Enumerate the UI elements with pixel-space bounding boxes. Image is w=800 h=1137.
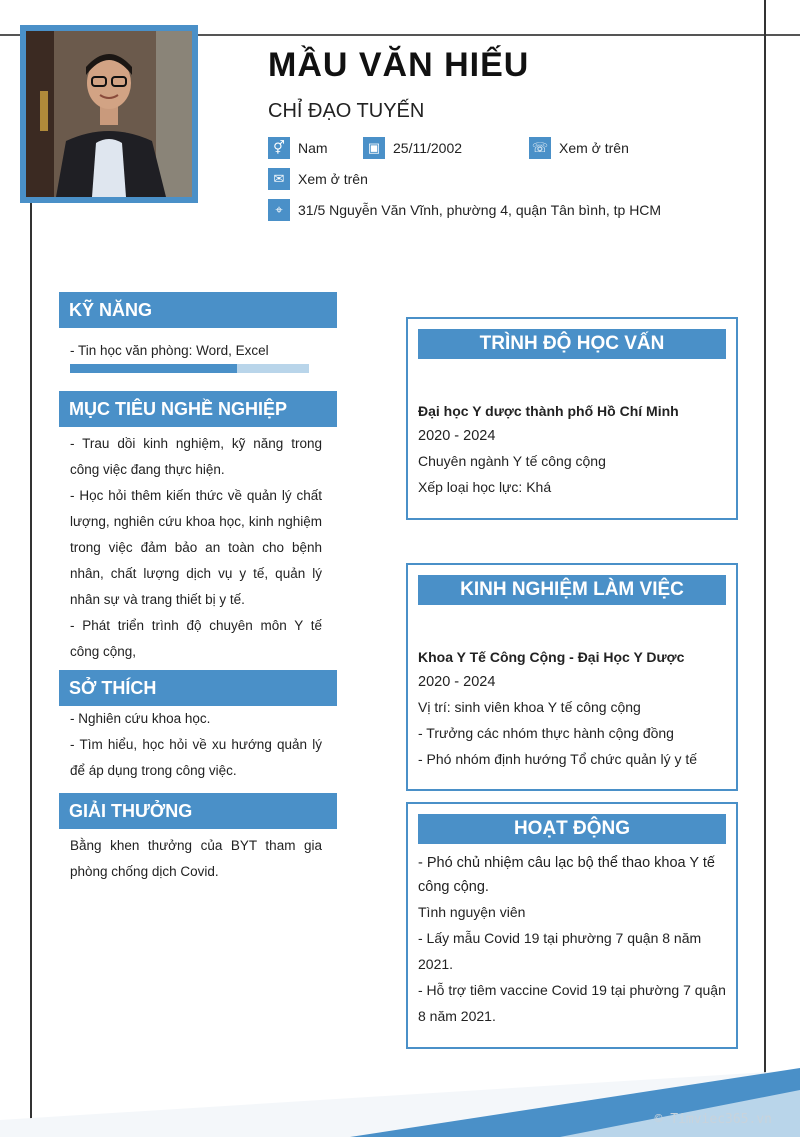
phone-value: Xem ở trên <box>559 140 629 156</box>
email-row <box>268 168 368 190</box>
hobby-line: - Tìm hiểu, học hỏi về xu hướng quản lý để áp dụng trong công việc. <box>70 737 322 778</box>
objective-line: - Học hỏi thêm kiến thức về quản lý chất lượng, nghiên cứu khoa học, kinh nghiệm trong việc đảm bảo an toàn cho bệnh nhân, chất lượng dịch vụ y tế, quản lý nhân sự và trang thiết bị y tế. <box>70 488 322 607</box>
gender-row <box>268 137 328 159</box>
right-rule <box>764 0 766 1137</box>
email-value: Xem ở trên <box>298 171 368 187</box>
activities-content <box>418 851 726 1029</box>
skill-item: - Tin học văn phòng: Word, Excel <box>70 343 269 358</box>
activity-sub: Tình nguyện viên <box>418 904 526 920</box>
skills-heading: KỸ NĂNG <box>55 292 337 328</box>
birthdate-value: 25/11/2002 <box>393 140 463 156</box>
hobby-line: - Nghiên cứu khoa học. <box>70 711 211 726</box>
experience-heading: KINH NGHIỆM LÀM VIỆC <box>418 575 726 605</box>
objective-heading: MỤC TIÊU NGHỀ NGHIỆP <box>55 391 337 427</box>
experience-duty: - Trưởng các nhóm thực hành cộng đồng <box>418 725 674 741</box>
education-period: 2020 - 2024 <box>418 428 496 444</box>
activity-lead: - Phó chủ nhiệm câu lạc bộ thể thao khoa Y tế công cộng. <box>418 855 715 895</box>
activities-heading: HOẠT ĐỘNG <box>418 814 726 844</box>
gender-value: Nam <box>298 140 328 156</box>
skill-level-fill <box>70 364 237 373</box>
profile-photo <box>20 25 198 203</box>
address-row <box>268 199 661 221</box>
hobbies-text <box>70 706 322 784</box>
awards-text: Bằng khen thưởng của BYT tham gia phòng chống dịch Covid. <box>70 838 322 879</box>
activities-box <box>406 802 738 1049</box>
candidate-role: CHỈ ĐẠO TUYẾN <box>268 100 425 122</box>
experience-org: Khoa Y Tế Công Cộng - Đại Học Y Dược <box>418 649 685 665</box>
envelope-icon: ✉ <box>268 168 290 190</box>
map-pin-icon: ⌖ <box>268 199 290 221</box>
school-name: Đại học Y dược thành phố Hồ Chí Minh <box>418 403 679 419</box>
experience-content <box>418 644 726 772</box>
objective-line: - Phát triển trình độ chuyên môn Y tế công cộng, <box>70 618 322 659</box>
watermark: © Timviec365.vn <box>654 1112 772 1127</box>
hobbies-heading: SỞ THÍCH <box>55 670 337 706</box>
experience-period: 2020 - 2024 <box>418 674 496 690</box>
gender-icon: ⚥ <box>268 137 290 159</box>
skill-level-bar <box>70 364 309 373</box>
address-value: 31/5 Nguyễn Văn Vĩnh, phường 4, quận Tân bình, tp HCM <box>298 202 662 218</box>
education-grade: Xếp loại học lực: Khá <box>418 479 552 495</box>
activity-item: - Hỗ trợ tiêm vaccine Covid 19 tại phường 7 quận 8 năm 2021. <box>418 982 726 1024</box>
education-major: Chuyên ngành Y tế công cộng <box>418 453 606 469</box>
awards-heading: GIẢI THƯỞNG <box>55 793 337 829</box>
education-content <box>418 398 726 500</box>
experience-box <box>406 563 738 791</box>
education-box <box>406 317 738 520</box>
experience-duty: - Phó nhóm định hướng Tổ chức quản lý y tế <box>418 751 698 767</box>
objective-text <box>70 431 322 665</box>
birthdate-row <box>363 137 462 159</box>
objective-line: - Trau dồi kinh nghiệm, kỹ năng trong công việc đang thực hiện. <box>70 436 322 477</box>
candidate-name: MẦU VĂN HIẾU <box>268 46 530 84</box>
portrait-illustration <box>26 31 192 197</box>
id-card-icon: ▣ <box>363 137 385 159</box>
experience-position: Vị trí: sinh viên khoa Y tế công cộng <box>418 699 641 715</box>
left-rule <box>30 203 32 1137</box>
education-heading: TRÌNH ĐỘ HỌC VẤN <box>418 329 726 359</box>
phone-icon: ☏ <box>529 137 551 159</box>
phone-row <box>529 137 629 159</box>
activity-item: - Lấy mẫu Covid 19 tại phường 7 quận 8 năm 2021. <box>418 930 702 972</box>
